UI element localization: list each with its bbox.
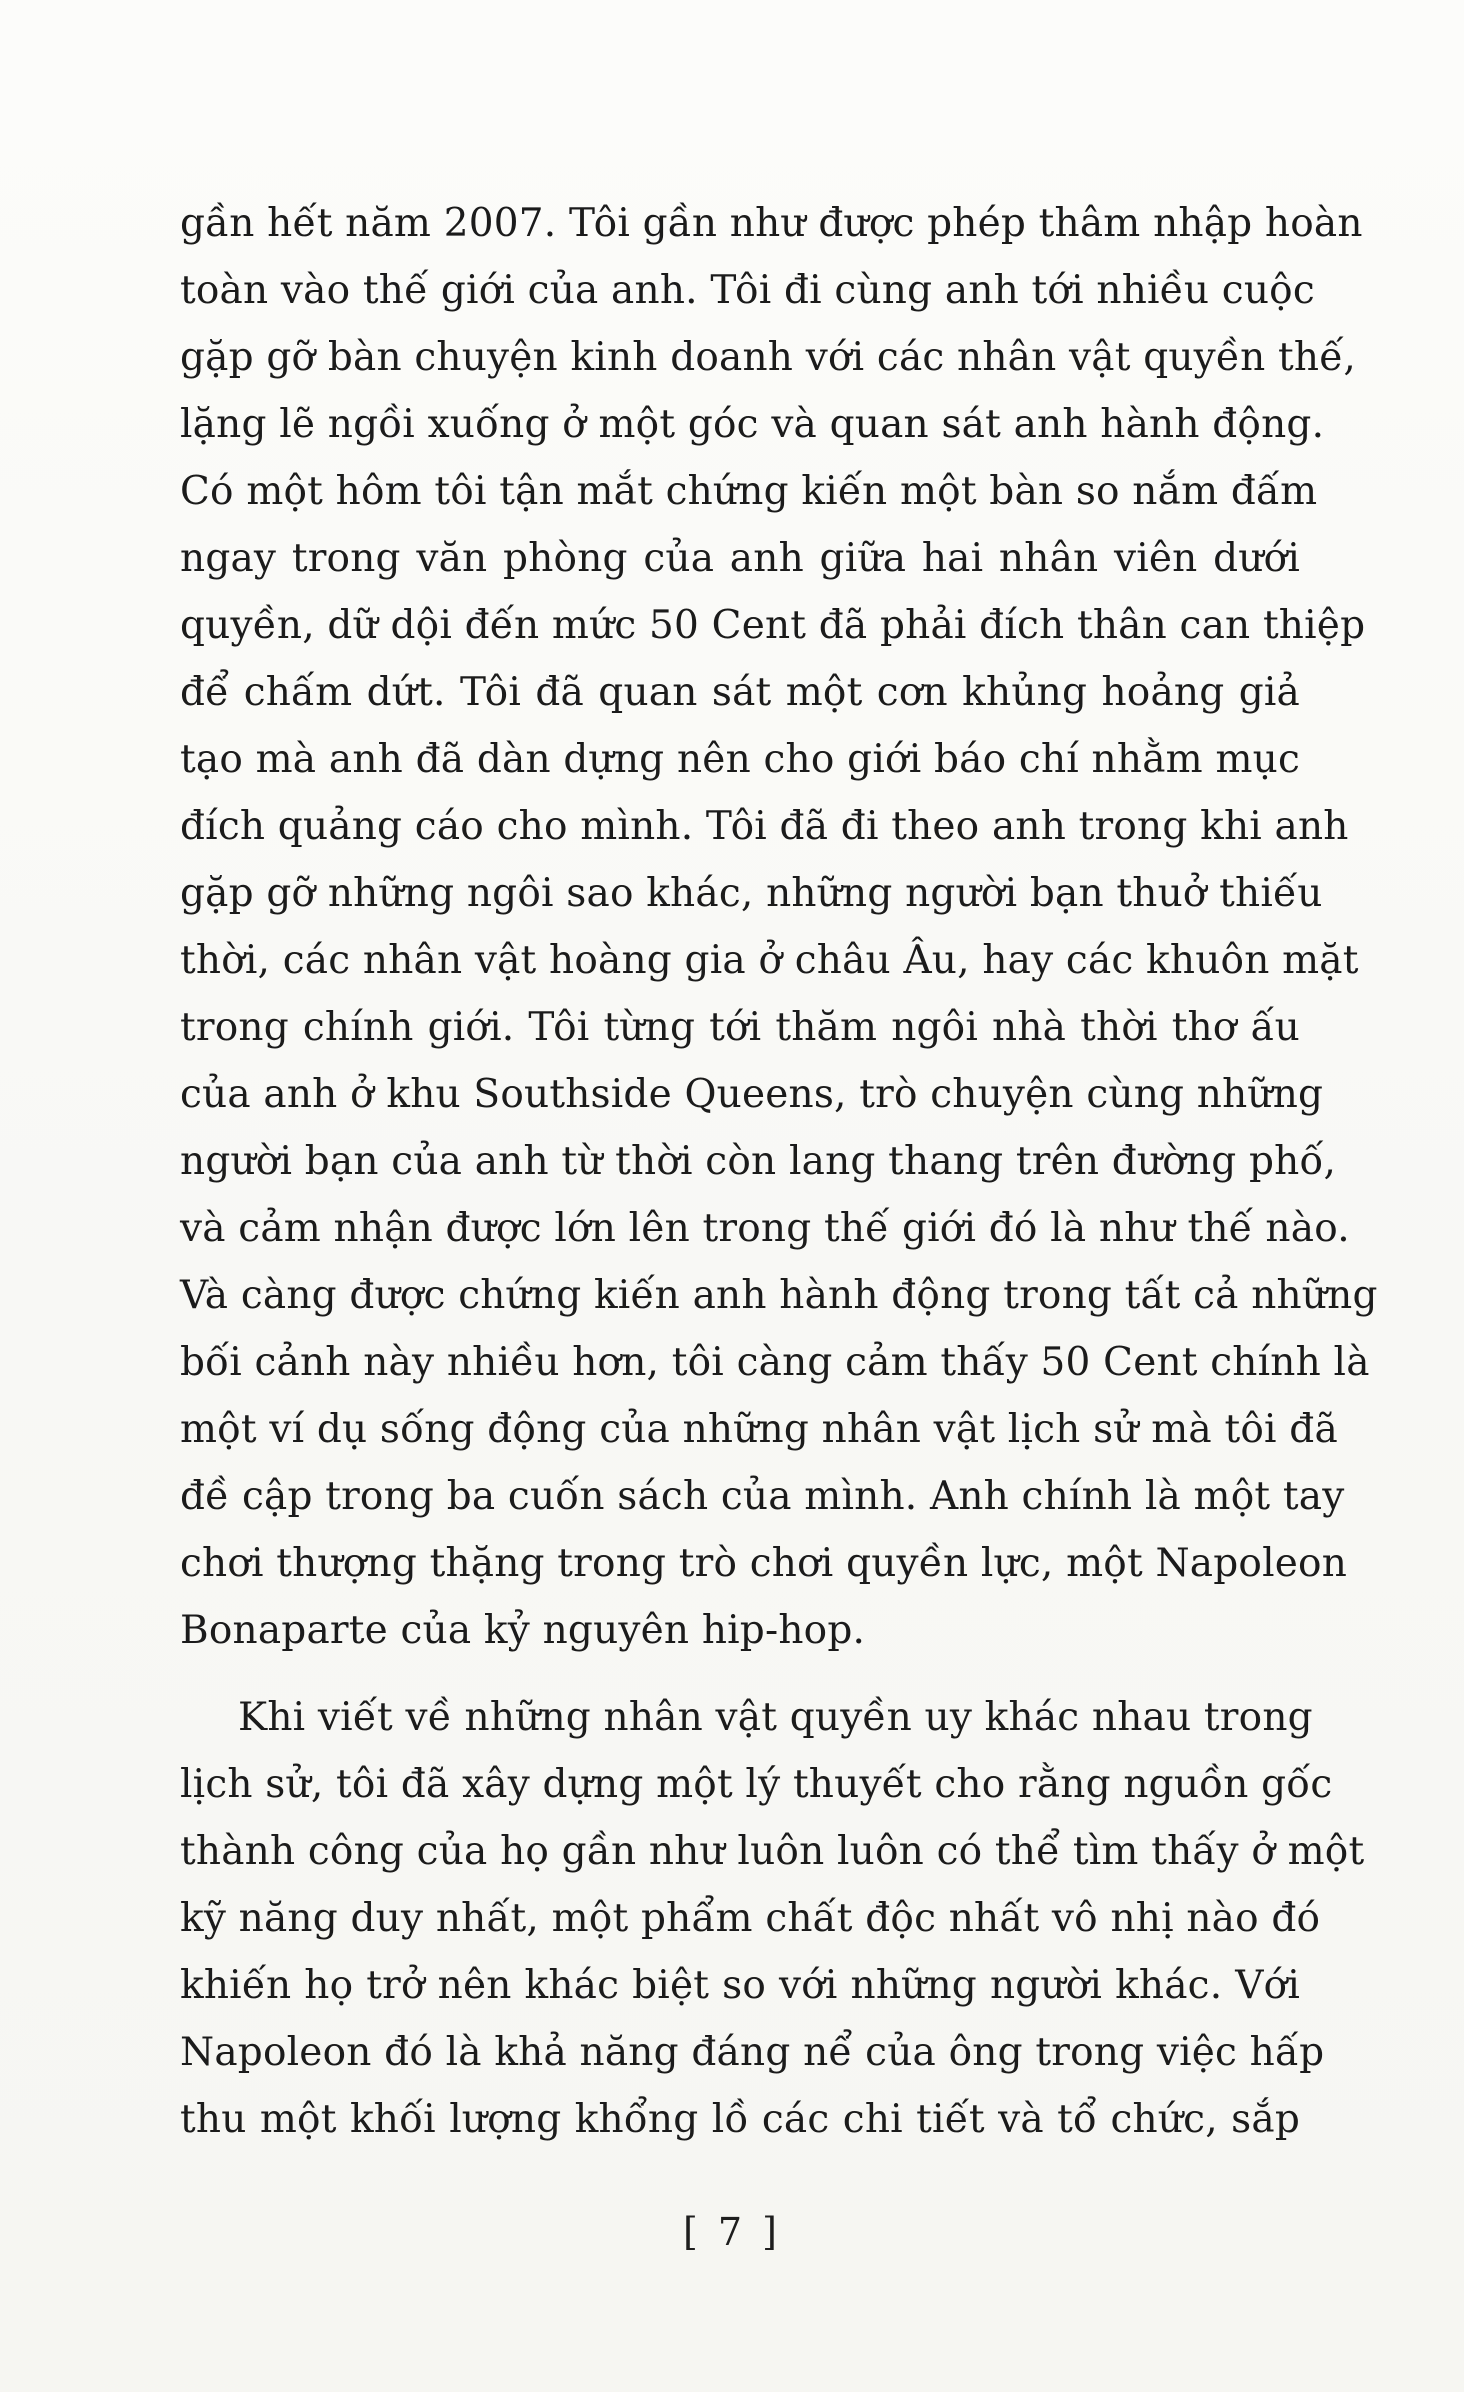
text-line: của anh ở khu Southside Queens, trò chuyện cùng những <box>180 1072 1324 1117</box>
text-line: kỹ năng duy nhất, một phẩm chất độc nhất vô nhị nào đó <box>180 1896 1321 1941</box>
text-line: Có một hôm tôi tận mắt chứng kiến một bàn so nắm đấm <box>180 469 1318 514</box>
text-line: Napoleon đó là khả năng đáng nể của ông trong việc hấp <box>180 2030 1325 2075</box>
text-line: người bạn của anh từ thời còn lang thang trên đường phố, <box>180 1139 1337 1184</box>
text-line: gặp gỡ những ngôi sao khác, những người bạn thuở thiếu <box>180 871 1323 916</box>
text-line: bối cảnh này nhiều hơn, tôi càng cảm thấy 50 Cent chính là <box>180 1340 1370 1385</box>
body-text <box>180 190 1378 2153</box>
text-line: gần hết năm 2007. Tôi gần như được phép thâm nhập hoàn <box>180 201 1363 246</box>
text-line: gặp gỡ bàn chuyện kinh doanh với các nhân vật quyền thế, <box>180 335 1357 380</box>
text-line: và cảm nhận được lớn lên trong thế giới đó là như thế nào. <box>180 1206 1350 1251</box>
paragraph-gap <box>180 1664 1300 1684</box>
text-line: để chấm dứt. Tôi đã quan sát một cơn khủng hoảng giả <box>180 670 1300 715</box>
text-line: thời, các nhân vật hoàng gia ở châu Âu, hay các khuôn mặt <box>180 938 1359 983</box>
page-number: [ 7 ] <box>683 2210 781 2254</box>
text-line: lặng lẽ ngồi xuống ở một góc và quan sát anh hành động. <box>180 402 1325 447</box>
text-line: ngay trong văn phòng của anh giữa hai nhân viên dưới <box>180 536 1300 581</box>
text-line: toàn vào thế giới của anh. Tôi đi cùng anh tới nhiều cuộc <box>180 268 1315 313</box>
text-line: tạo mà anh đã dàn dựng nên cho giới báo chí nhằm mục <box>180 737 1300 782</box>
text-line: Bonaparte của kỷ nguyên hip-hop. <box>180 1608 866 1653</box>
text-line: chơi thượng thặng trong trò chơi quyền lực, một Napoleon <box>180 1541 1348 1586</box>
text-line: thành công của họ gần như luôn luôn có thể tìm thấy ở một <box>180 1829 1365 1874</box>
text-line: quyền, dữ dội đến mức 50 Cent đã phải đích thân can thiệp <box>180 603 1366 648</box>
paragraph-2 <box>180 1684 1365 2153</box>
text-line: đề cập trong ba cuốn sách của mình. Anh chính là một tay <box>180 1474 1345 1519</box>
text-line: khiến họ trở nên khác biệt so với những người khác. Với <box>180 1963 1300 2008</box>
text-line: Và càng được chứng kiến anh hành động trong tất cả những <box>180 1273 1378 1318</box>
text-line: thu một khối lượng khổng lồ các chi tiết và tổ chức, sắp <box>180 2097 1300 2142</box>
text-line: trong chính giới. Tôi từng tới thăm ngôi nhà thời thơ ấu <box>180 1005 1300 1050</box>
text-line: đích quảng cáo cho mình. Tôi đã đi theo anh trong khi anh <box>180 804 1349 849</box>
text-line: lịch sử, tôi đã xây dựng một lý thuyết cho rằng nguồn gốc <box>180 1762 1333 1807</box>
text-line: Khi viết về những nhân vật quyền uy khác nhau trong <box>238 1695 1313 1740</box>
text-line: một ví dụ sống động của những nhân vật lịch sử mà tôi đã <box>180 1407 1338 1452</box>
paragraph-1 <box>180 190 1378 1664</box>
